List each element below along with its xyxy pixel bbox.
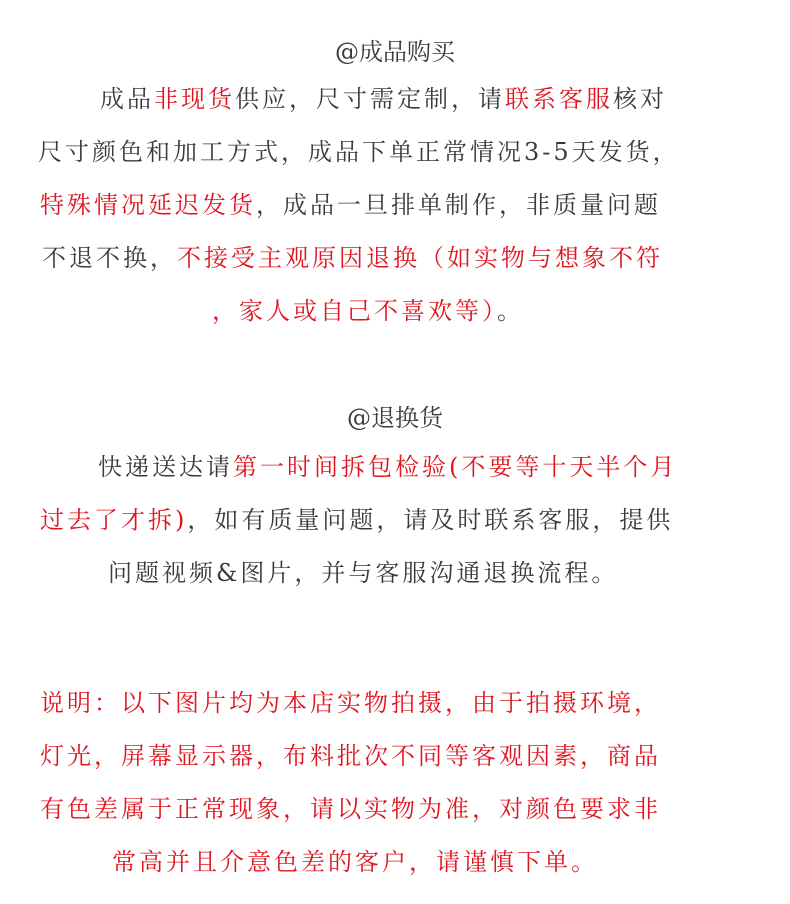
highlight-text: 有色差属于正常现象，请以实物为准，对颜色要求非 [40,795,661,823]
highlight-text: 说明：以下图片均为本店实物拍摄，由于拍摄环境， [40,689,661,717]
section-heading-returns: @退换货 [347,404,443,432]
section-heading-purchase: @成品购买 [335,38,455,66]
paragraph-line [112,847,598,877]
highlight-text: 常高并且介意色差的客户，请谨慎下单。 [112,848,598,876]
paragraph-line [42,243,663,273]
paragraph-line [40,794,661,824]
highlight-text: 联系客服 [505,85,613,113]
body-text: 快递送达请 [98,453,233,481]
paragraph-line [40,688,661,718]
highlight-text: ，家人或自己不喜欢等） [212,297,497,325]
body-text: 。 [497,297,524,325]
paragraph-line [98,452,677,482]
body-text: 供应，尺寸需定制，请 [235,85,505,113]
paragraph-line [100,84,667,114]
body-text: 核对 [613,85,667,113]
body-text: 成品 [100,85,154,113]
highlight-text: 灯光，屏幕显示器，布料批次不同等客观因素，商品 [40,742,661,770]
highlight-text: 非现货 [154,85,235,113]
highlight-text: 不接受主观原因退换（如实物与想象不符 [177,244,663,272]
body-text: ，成品一旦排单制作，非质量问题 [256,191,661,219]
highlight-text: 特殊情况延迟发货 [40,191,256,219]
paragraph-line [108,558,618,588]
paragraph-line [40,190,661,220]
body-text: 尺寸颜色和加工方式，成品下单正常情况3-5天发货， [38,138,680,166]
paragraph-line [212,296,524,326]
highlight-text: 过去了才拆) [40,506,188,534]
body-text: 不退不换， [42,244,177,272]
body-text: 问题视频&图片，并与客服沟通退换流程。 [108,559,619,587]
paragraph-line [38,137,680,167]
paragraph-line [40,505,673,535]
body-text: ，如有质量问题，请及时联系客服，提供 [187,506,674,534]
highlight-text: 第一时间拆包检验(不要等十天半个月 [233,453,678,481]
paragraph-line [40,741,661,771]
